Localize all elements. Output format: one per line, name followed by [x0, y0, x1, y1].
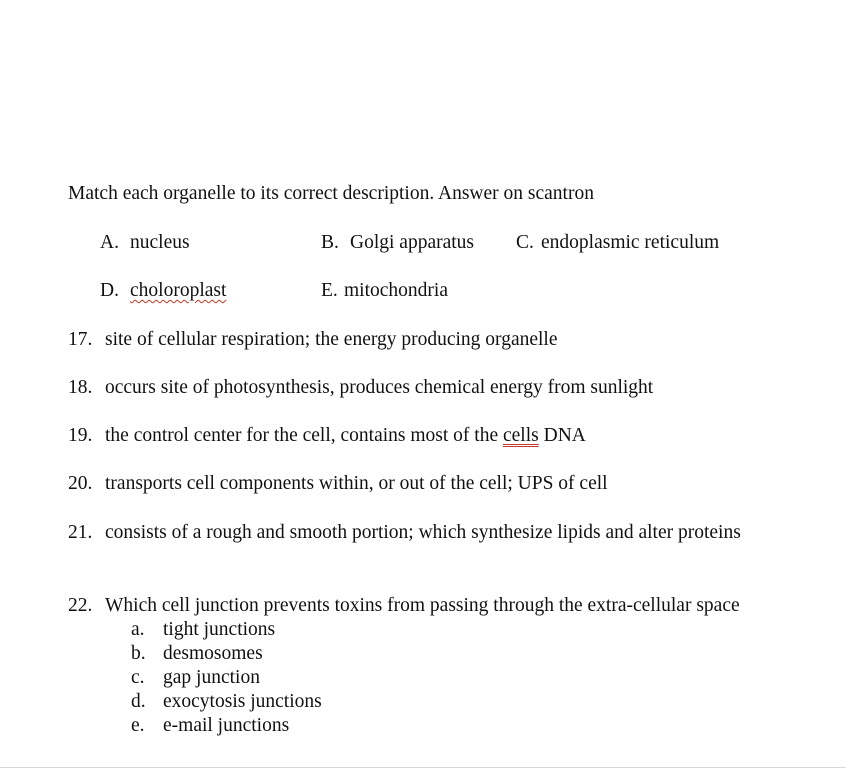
question-number-22: 22. [68, 595, 93, 616]
q22-option-letter-a: a. [131, 619, 145, 640]
question-number-19: 19. [68, 425, 93, 446]
choice-letter-a: A. [100, 232, 119, 253]
q22-option-text-a: tight junctions [163, 619, 276, 640]
choice-letter-b: B. [321, 232, 339, 253]
q22-option-letter-c: c. [131, 667, 145, 688]
choice-text-b: Golgi apparatus [350, 232, 475, 253]
question-number-18: 18. [68, 377, 93, 398]
question-text-18: occurs site of photosynthesis, produces chemical energy from sunlight [105, 377, 654, 398]
question-number-20: 20. [68, 473, 93, 494]
question-text-22: Which cell junction prevents toxins from passing through the extra-cellular space [105, 595, 740, 616]
q22-option-letter-e: e. [131, 715, 145, 736]
question-text-17: site of cellular respiration; the energy producing organelle [105, 329, 558, 350]
question-text-19 [105, 424, 586, 448]
instructions: Match each organelle to its correct description. Answer on scantron [68, 183, 594, 204]
q22-option-letter-b: b. [131, 643, 146, 664]
question-number-17: 17. [68, 329, 93, 350]
q22-option-text-c: gap junction [163, 667, 260, 688]
choice-letter-d: D. [100, 280, 119, 301]
q22-option-letter-d: d. [131, 691, 146, 712]
question-number-21: 21. [68, 522, 93, 543]
question-text-21: consists of a rough and smooth portion; which synthesize lipids and alter proteins [105, 522, 741, 543]
choice-text-d: choloroplast [130, 280, 227, 301]
q22-option-text-b: desmosomes [163, 643, 263, 664]
choice-letter-e: E. [321, 280, 338, 301]
question-text-20: transports cell components within, or out of the cell; UPS of cell [105, 473, 608, 494]
q22-option-text-d: exocytosis junctions [163, 691, 322, 712]
q22-option-text-e: e-mail junctions [163, 715, 290, 736]
question-19-flagged-word: cells [503, 425, 539, 446]
question-19-part-1: the control center for the cell, contains most of the [105, 425, 503, 446]
choice-letter-c: C. [516, 232, 534, 253]
choice-text-e: mitochondria [344, 280, 448, 301]
page-bottom-divider [0, 767, 846, 768]
choice-text-a: nucleus [130, 232, 190, 253]
question-19-part-2: DNA [538, 425, 586, 446]
choice-text-c: endoplasmic reticulum [541, 232, 720, 253]
